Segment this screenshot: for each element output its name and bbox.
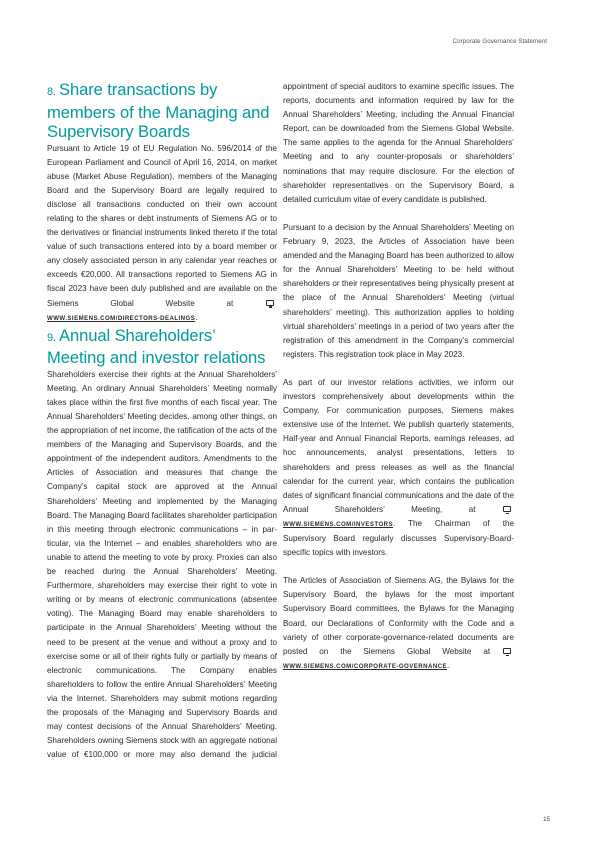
screen-icon [503, 648, 511, 654]
right-column [283, 80, 514, 688]
directors-dealings-link[interactable]: WWW.SIEMENS.COM/DIRECTORS-DEALINGS [47, 314, 196, 322]
paragraph-tail: . [195, 312, 198, 322]
section-8-paragraph [47, 142, 277, 326]
paragraph-tail: . [447, 660, 450, 670]
section-9-paragraph-3 [283, 376, 514, 560]
section-9-number: 9. [47, 331, 56, 344]
running-header: Corporate Governance Statement [452, 38, 547, 45]
section-9-heading [47, 326, 277, 368]
paragraph-text: The Articles of Association of Siemens AG, the Bylaws for the Supervisory Board, the bylaws for the most important Supervisory Board committees, the Bylaws for the Managing Board, our Declarations of Conformity with the Code and a variety of other corporate-governance-related documents are posted on the Siemens Global Website at [283, 576, 514, 656]
paragraph-text: Pursuant to Article 19 of EU Regulation No. 596/2014 of the European Parliament and Council of April 16, 2014, on market abuse (Market Abuse Regulation), members of the Managing Board and the Supervisory Board are legally required to disclose all transactions conducted on their own account relating to the shares or debt instruments of Siemens AG or to the derivatives or financial instruments linked thereto if the total value of such transactions entered into by a board member or any closely associated person in any calendar year reaches or exceeds €20,000. All transactions reported to Siemens AG in fiscal 2023 have been duly published and are available on the Siemens Global Website at [47, 143, 277, 308]
paragraph-text: As part of our investor relations activities, we inform our investors comprehensively about developments within the Company. For communication purposes, Siemens makes extensive use of the Internet. We publish quarterly statements, Half-year and Annual Financial Reports, earnings releases, ad hoc announcements, analyst presentations, letters to shareholders and press releases as well as the financial calendar for the current year, which contains the publication dates of significant financial communications and the date of the Annual Shareholders’ Meeting, at [283, 377, 514, 514]
section-8-title: Share transactions by members of the Managing and Supervisory Boards [47, 80, 270, 141]
section-9-paragraph-1-continued: appointment of special auditors to examine specific issues. The reports, documents and information required by law for the Annual Shareholders’ Meeting, including the Annual Financial Report, can be downloaded from the Siemens Global Website. The same applies to the agenda for the Annual Shareholders’ Meeting and to any counter-proposals or shareholders’ nominations that may require disclosure. For the election of shareholder representatives on the Supervisory Board, a detailed curriculum vitae of every candidate is published. [283, 82, 514, 204]
section-9-paragraph-2: Pursuant to a decision by the Annual Shareholders’ Meeting on February 9, 2023, the Articles of Association have been amended and the Managing Board has been authorized to allow for the Annual Shareholders’ Meeting to be held without shareholders or their representatives being physically present at the place of the Annual Shareholders’ Meeting (virtual shareholders’ meeting). This authorization applies to holding virtual shareholders’ meetings in a period of two years after the registration of this amendment in the Company’s commercial registers. This registration took place in May 2023. [283, 222, 514, 359]
page-number: 15 [543, 816, 551, 823]
corporate-governance-link[interactable]: WWW.SIEMENS.COM/CORPORATE-GOVERNANCE [283, 662, 448, 670]
screen-icon [503, 506, 511, 512]
investors-link[interactable]: WWW.SIEMENS.COM/INVESTORS [283, 520, 393, 528]
section-8-heading [47, 80, 277, 142]
left-column [47, 80, 277, 762]
screen-icon [266, 300, 274, 306]
section-8-number: 8. [47, 86, 56, 98]
section-9-paragraph-1: Shareholders exercise their rights at the Annual Shareholders’ Meeting. An ordinary Annual Shareholders’ Meeting normally takes place within the first five months of each fiscal year. The Annual Shareholders’ Meeting decides, among other things, on the appropriation of net income, the ratification of the acts of the members of the Managing and Supervisory Boards, and the appointment of the independent auditors. Amendments to the Articles of Association and measures that change the Company’s capital stock are approved at the Annual Shareholders’ Meeting and implemented by the Managing Board. The Managing Board facilitates shareholder participation in this meeting through electronic communications – in particular, via the Internet – and enables shareholders who are unable to attend the meeting to vote by proxy. Proxies can also be reached during the Annual Shareholders’ Meeting. Furthermore, shareholders may exercise their right to vote in writing or by means of electronic communications (absentee voting). The Managing Board may enable shareholders to participate in the Annual Shareholders’ Meeting without the need to be present at the venue and without a proxy and to exercise some or all of their rights fully or partially by means of electronic communications. The Company enables shareholders to follow the entire Annual Shareholders’ Meeting via the Internet. Shareholders may submit motions regarding the proposals of the Managing and Supervisory Boards and may contest decisions of the Annual Shareholders’ Meeting. Shareholders owning Siemens stock with an aggregate notional value of €100,000 or more may also demand the judicial [47, 369, 277, 760]
paragraph-tail: . The Chairman of the Supervisory Board regularly discusses Supervisory-Board-specific topics with investors. [283, 518, 514, 558]
section-9-paragraph-4 [283, 574, 514, 674]
section-9-title: Annual Shareholders’ Meeting and investor relations [47, 325, 266, 368]
